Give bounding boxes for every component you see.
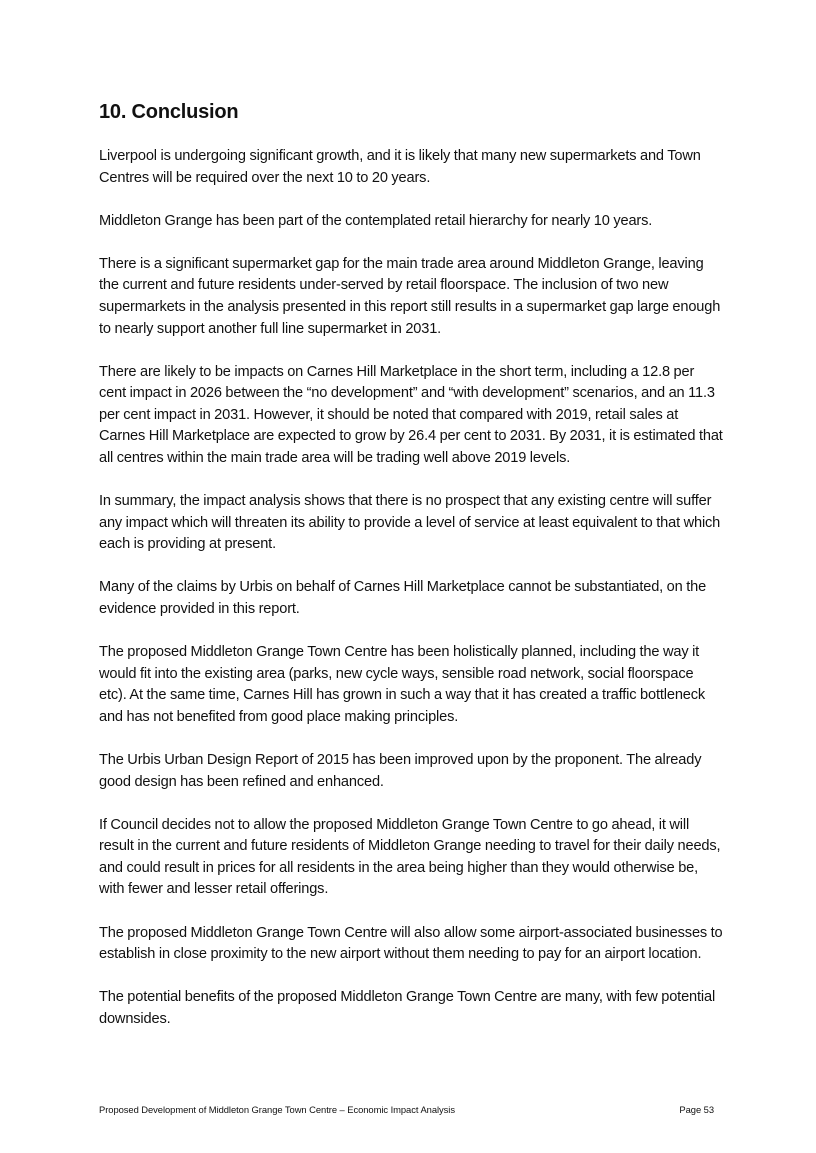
- paragraph-summary: In summary, the impact analysis shows that there is no prospect that any existing centre will suffer any impact which will threaten its ability to provide a level of service at least equivalent to that which each is providing at present.: [99, 493, 721, 553]
- section-heading: 10. Conclusion: [99, 101, 239, 123]
- paragraph-airport: The proposed Middleton Grange Town Centre will also allow some airport-associated businesses to establish in close proximity to the new airport without them needing to pay for an airport location.: [99, 924, 723, 963]
- paragraph-council-decision: If Council decides not to allow the proposed Middleton Grange Town Centre to go ahead, it will result in the current and future residents of Middleton Grange needing to travel for their daily needs, and could result in prices for all residents in the area being higher than they would otherwise be, with fewer and lesser retail offerings.: [99, 816, 721, 898]
- paragraph-growth: Liverpool is undergoing significant growth, and it is likely that many new supermarkets and Town Centres will be required over the next 10 to 20 years.: [99, 148, 701, 186]
- paragraph-holistic-planning: The proposed Middleton Grange Town Centre has been holistically planned, including the way it would fit into the existing area (parks, new cycle ways, sensible road network, social floorspace etc). At the same time, Carnes Hill has grown in such a way that it has created a traffic bottleneck and has not benefited from good place making principles.: [99, 644, 706, 725]
- paragraph-supermarket-gap: There is a significant supermarket gap for the main trade area around Middleton Grange, leaving the current and future residents under-served by retail floorspace. The inclusion of two new supermarkets in the analysis presented in this report still results in a supermarket gap large enough to nearly support another full line supermarket in 2031.: [99, 255, 721, 337]
- body-text: [99, 146, 724, 1052]
- footer-page-number: Page 53: [679, 1104, 714, 1115]
- page-footer: [99, 1102, 714, 1118]
- paragraph-impacts: There are likely to be impacts on Carnes Hill Marketplace in the short term, including a 12.8 per cent impact in 2026 between the “no development” and “with development” scenarios, and an 11.3 per cent impact in 2031. However, it should be noted that compared with 2019, retail sales at Carnes Hill Marketplace are expected to grow by 26.4 per cent to 2031. By 2031, it is estimated that all centres within the main trade area will be trading well above 2019 levels.: [99, 363, 723, 467]
- paragraph-benefits: The potential benefits of the proposed Middleton Grange Town Centre are many, with few potential downsides.: [99, 989, 716, 1027]
- paragraph-urbis-claims: Many of the claims by Urbis on behalf of Carnes Hill Marketplace cannot be substantiated, on the evidence provided in this report.: [99, 579, 707, 617]
- paragraph-urban-design: The Urbis Urban Design Report of 2015 has been improved upon by the proponent. The already good design has been refined and enhanced.: [99, 751, 702, 790]
- paragraph-retail-hierarchy: Middleton Grange has been part of the contemplated retail hierarchy for nearly 10 years.: [99, 212, 653, 229]
- footer-document-title: Proposed Development of Middleton Grange Town Centre – Economic Impact Analysis: [99, 1104, 455, 1115]
